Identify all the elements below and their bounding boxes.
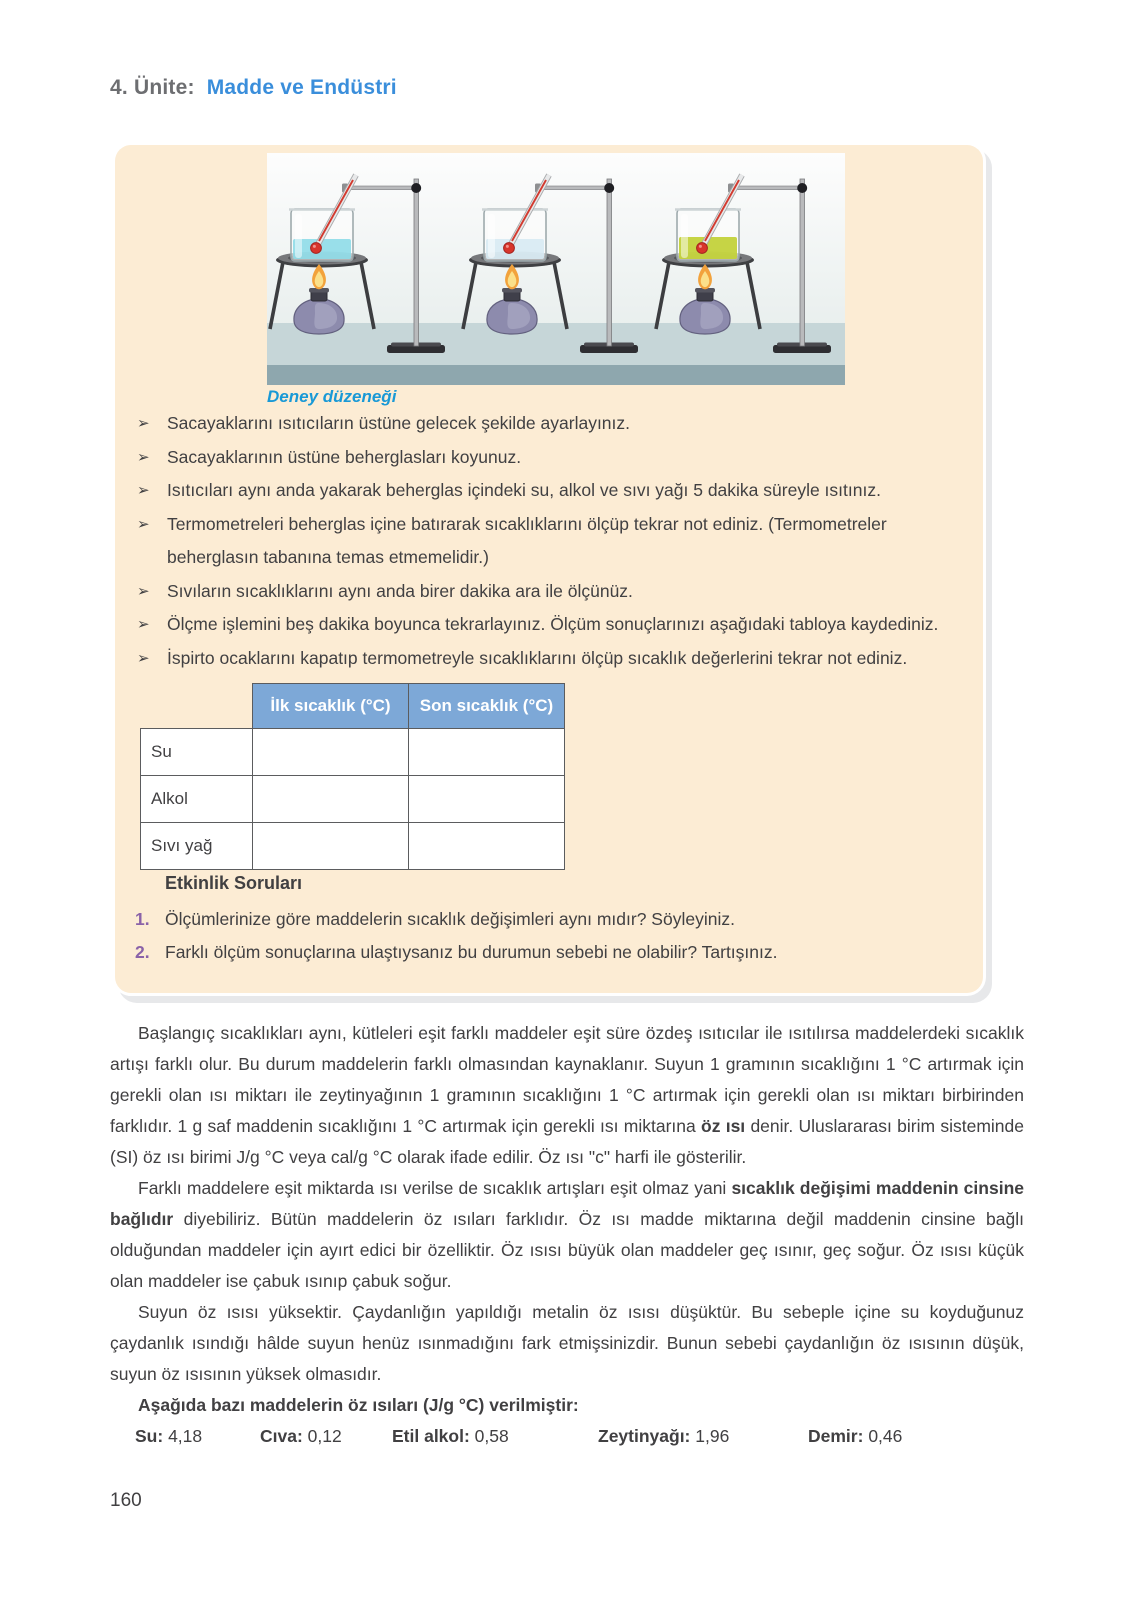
step-text: Isıtıcıları aynı anda yakarak beherglas içindeki su, alkol ve sıvı yağı 5 dakika süreyle ısıtınız. — [167, 480, 881, 500]
paragraph-run: Başlangıç sıcaklıkları aynı, kütleleri eşit farklı maddeler eşit süre özdeş ısıtıcılar ile ısıtılırsa maddelerdeki sıcaklık artışı farklı olur. Bu durum maddelerin farklı olmasından kaynaklanır. Suyun 1 gramının sıcaklığını 1 °C artırmak için gerekli olan ısı miktarı ile zeytinyağının 1 gramının sıcaklığını 1 °C artırmak için gerekli olan ısı miktarı birbirinden farklıdır. 1 g saf maddenin sıcaklığını 1 °C artırmak için gerekli ısı miktarına — [110, 1023, 1024, 1136]
heat-label: Su: — [135, 1426, 164, 1446]
table-row — [141, 729, 565, 776]
step-text: Sacayaklarının üstüne beherglasları koyunuz. — [167, 446, 522, 467]
heat-value: 0,46 — [868, 1426, 903, 1446]
heat-item-etil-alkol — [392, 1421, 509, 1452]
paragraph-oz-isi-definition — [110, 1018, 1024, 1173]
heat-label: Demir: — [808, 1426, 864, 1446]
paragraph-run: diyebiliriz. Bütün maddelerin öz ısıları farklıdır. Öz ısı madde miktarına değil maddenin cinsine bağlı olduğundan maddeler için ayırt edici bir özelliktir. Öz ısısı büyük olan maddeler geç ısınır, geç soğur. Öz ısısı küçük olan maddeler ise çabuk ısınıp çabuk soğur. — [110, 1209, 1024, 1291]
question-text: Ölçümlerinize göre maddelerin sıcaklık değişimleri aynı mıdır? Söyleyiniz. — [165, 909, 735, 929]
step-item — [137, 608, 977, 642]
specific-heats-row — [110, 1421, 1024, 1452]
step-text: Termometreleri beherglas içine batırarak sıcaklıklarını ölçüp tekrar not ediniz. (Termometreler beherglasın tabanına temas etmemelidir.) — [167, 513, 887, 567]
question-text: Farklı ölçüm sonuçlarına ulaştıysanız bu durumun sebebi ne olabilir? Tartışınız. — [165, 942, 778, 962]
activity-card — [115, 145, 983, 993]
heat-label: Zeytinyağı: — [598, 1426, 691, 1446]
step-item — [137, 642, 977, 676]
arrow-bullet-icon: ➢ — [137, 448, 150, 466]
bold-term-oz-isi: öz ısı — [701, 1116, 746, 1136]
step-item — [137, 575, 977, 609]
image-caption: Deney düzeneği — [267, 387, 397, 406]
unit-label: 4. Ünite: — [110, 76, 195, 99]
step-item — [137, 508, 977, 575]
empty-cell — [409, 823, 565, 870]
empty-cell — [253, 776, 409, 823]
heat-value: 1,96 — [695, 1426, 730, 1446]
heat-value: 0,58 — [474, 1426, 509, 1446]
arrow-bullet-icon: ➢ — [137, 482, 150, 499]
table-row — [141, 776, 565, 823]
paragraph-caydanlik: Suyun öz ısısı yüksektir. Çaydanlığın yapıldığı metalin öz ısısı düşüktür. Bu sebeple içine su koyduğunuz çaydanlık ısındığı hâlde suyun henüz ısınmadığını fark etmişsinizdir. Bunun sebebi çaydanlığın öz ısısının düşük, suyun öz ısısının yüksek olmasıdır. — [110, 1302, 1024, 1384]
page-number: 160 — [110, 1490, 142, 1511]
heat-item-demir — [808, 1421, 902, 1452]
table-edge — [267, 365, 845, 385]
table-header-row — [141, 684, 565, 729]
measurement-table — [140, 683, 565, 870]
arrow-bullet-icon: ➢ — [137, 582, 150, 600]
empty-cell — [409, 776, 565, 823]
col-header-final-temp: Son sıcaklık (°C) — [409, 684, 565, 729]
step-text: Sıvıların sıcaklıklarını aynı anda birer dakika ara ile ölçünüz. — [167, 580, 633, 601]
unit-header — [110, 76, 397, 100]
procedure-steps — [137, 407, 977, 675]
step-text: İspirto ocaklarını kapatıp termometreyle sıcaklıklarını ölçüp sıcaklık değerlerini tekrar not ediniz. — [167, 647, 908, 668]
empty-cell — [253, 729, 409, 776]
heat-item-su — [135, 1421, 202, 1452]
step-text: Ölçme işlemini beş dakika boyunca tekrarlayınız. Ölçüm sonuçlarınızı aşağıdaki tabloya kaydediniz. — [167, 614, 939, 634]
empty-cell — [253, 823, 409, 870]
question-item — [135, 936, 980, 969]
heat-item-zeytinyagi — [598, 1421, 729, 1452]
specific-heats-intro: Aşağıda bazı maddelerin öz ısıları (J/g °C) verilmiştir: — [138, 1395, 579, 1415]
paragraph-run: denir. Uluslararası birim sisteminde (SI) öz ısı birimi J/g °C veya cal/g °C olarak ifade edilir. Öz ısı "c" harfi ile gösterilir. — [110, 1116, 1024, 1167]
heat-label: Etil alkol: — [392, 1426, 470, 1446]
questions-title: Etkinlik Soruları — [165, 873, 303, 893]
heat-item-civa — [260, 1421, 342, 1452]
paragraph-run: Farklı maddelere eşit miktarda ısı verilse de sıcaklık artışları eşit olmaz yani — [138, 1178, 732, 1198]
question-number: 1. — [135, 909, 150, 929]
table-row — [141, 823, 565, 870]
table-corner-cell — [141, 684, 253, 729]
body-text — [110, 1018, 1024, 1452]
empty-cell — [409, 729, 565, 776]
row-label-alkol: Alkol — [141, 776, 253, 823]
row-label-sivi-yag: Sıvı yağ — [141, 823, 253, 870]
arrow-bullet-icon: ➢ — [137, 616, 150, 633]
arrow-bullet-icon: ➢ — [137, 515, 150, 533]
arrow-bullet-icon: ➢ — [137, 649, 150, 667]
col-header-initial-temp: İlk sıcaklık (°C) — [253, 684, 409, 729]
experiment-setup-illustration — [267, 153, 845, 385]
step-item — [137, 474, 977, 508]
activity-questions — [135, 903, 980, 969]
step-text: Sacayaklarını ısıtıcıların üstüne gelecek şekilde ayarlayınız. — [167, 413, 631, 433]
step-item — [137, 407, 977, 441]
row-label-su: Su — [141, 729, 253, 776]
question-item — [135, 903, 980, 936]
paragraph-sicaklik-degisimi — [110, 1173, 1024, 1297]
bold-term-cinsine-baglidir: sıcaklık değişimi maddenin cinsine bağlıdır — [110, 1178, 1024, 1229]
arrow-bullet-icon: ➢ — [137, 415, 150, 432]
heat-value: 4,18 — [168, 1426, 203, 1446]
heat-value: 0,12 — [307, 1426, 342, 1446]
unit-title: Madde ve Endüstri — [206, 76, 397, 99]
step-item — [137, 441, 977, 475]
heat-label: Cıva: — [260, 1426, 303, 1446]
question-number: 2. — [135, 942, 150, 962]
